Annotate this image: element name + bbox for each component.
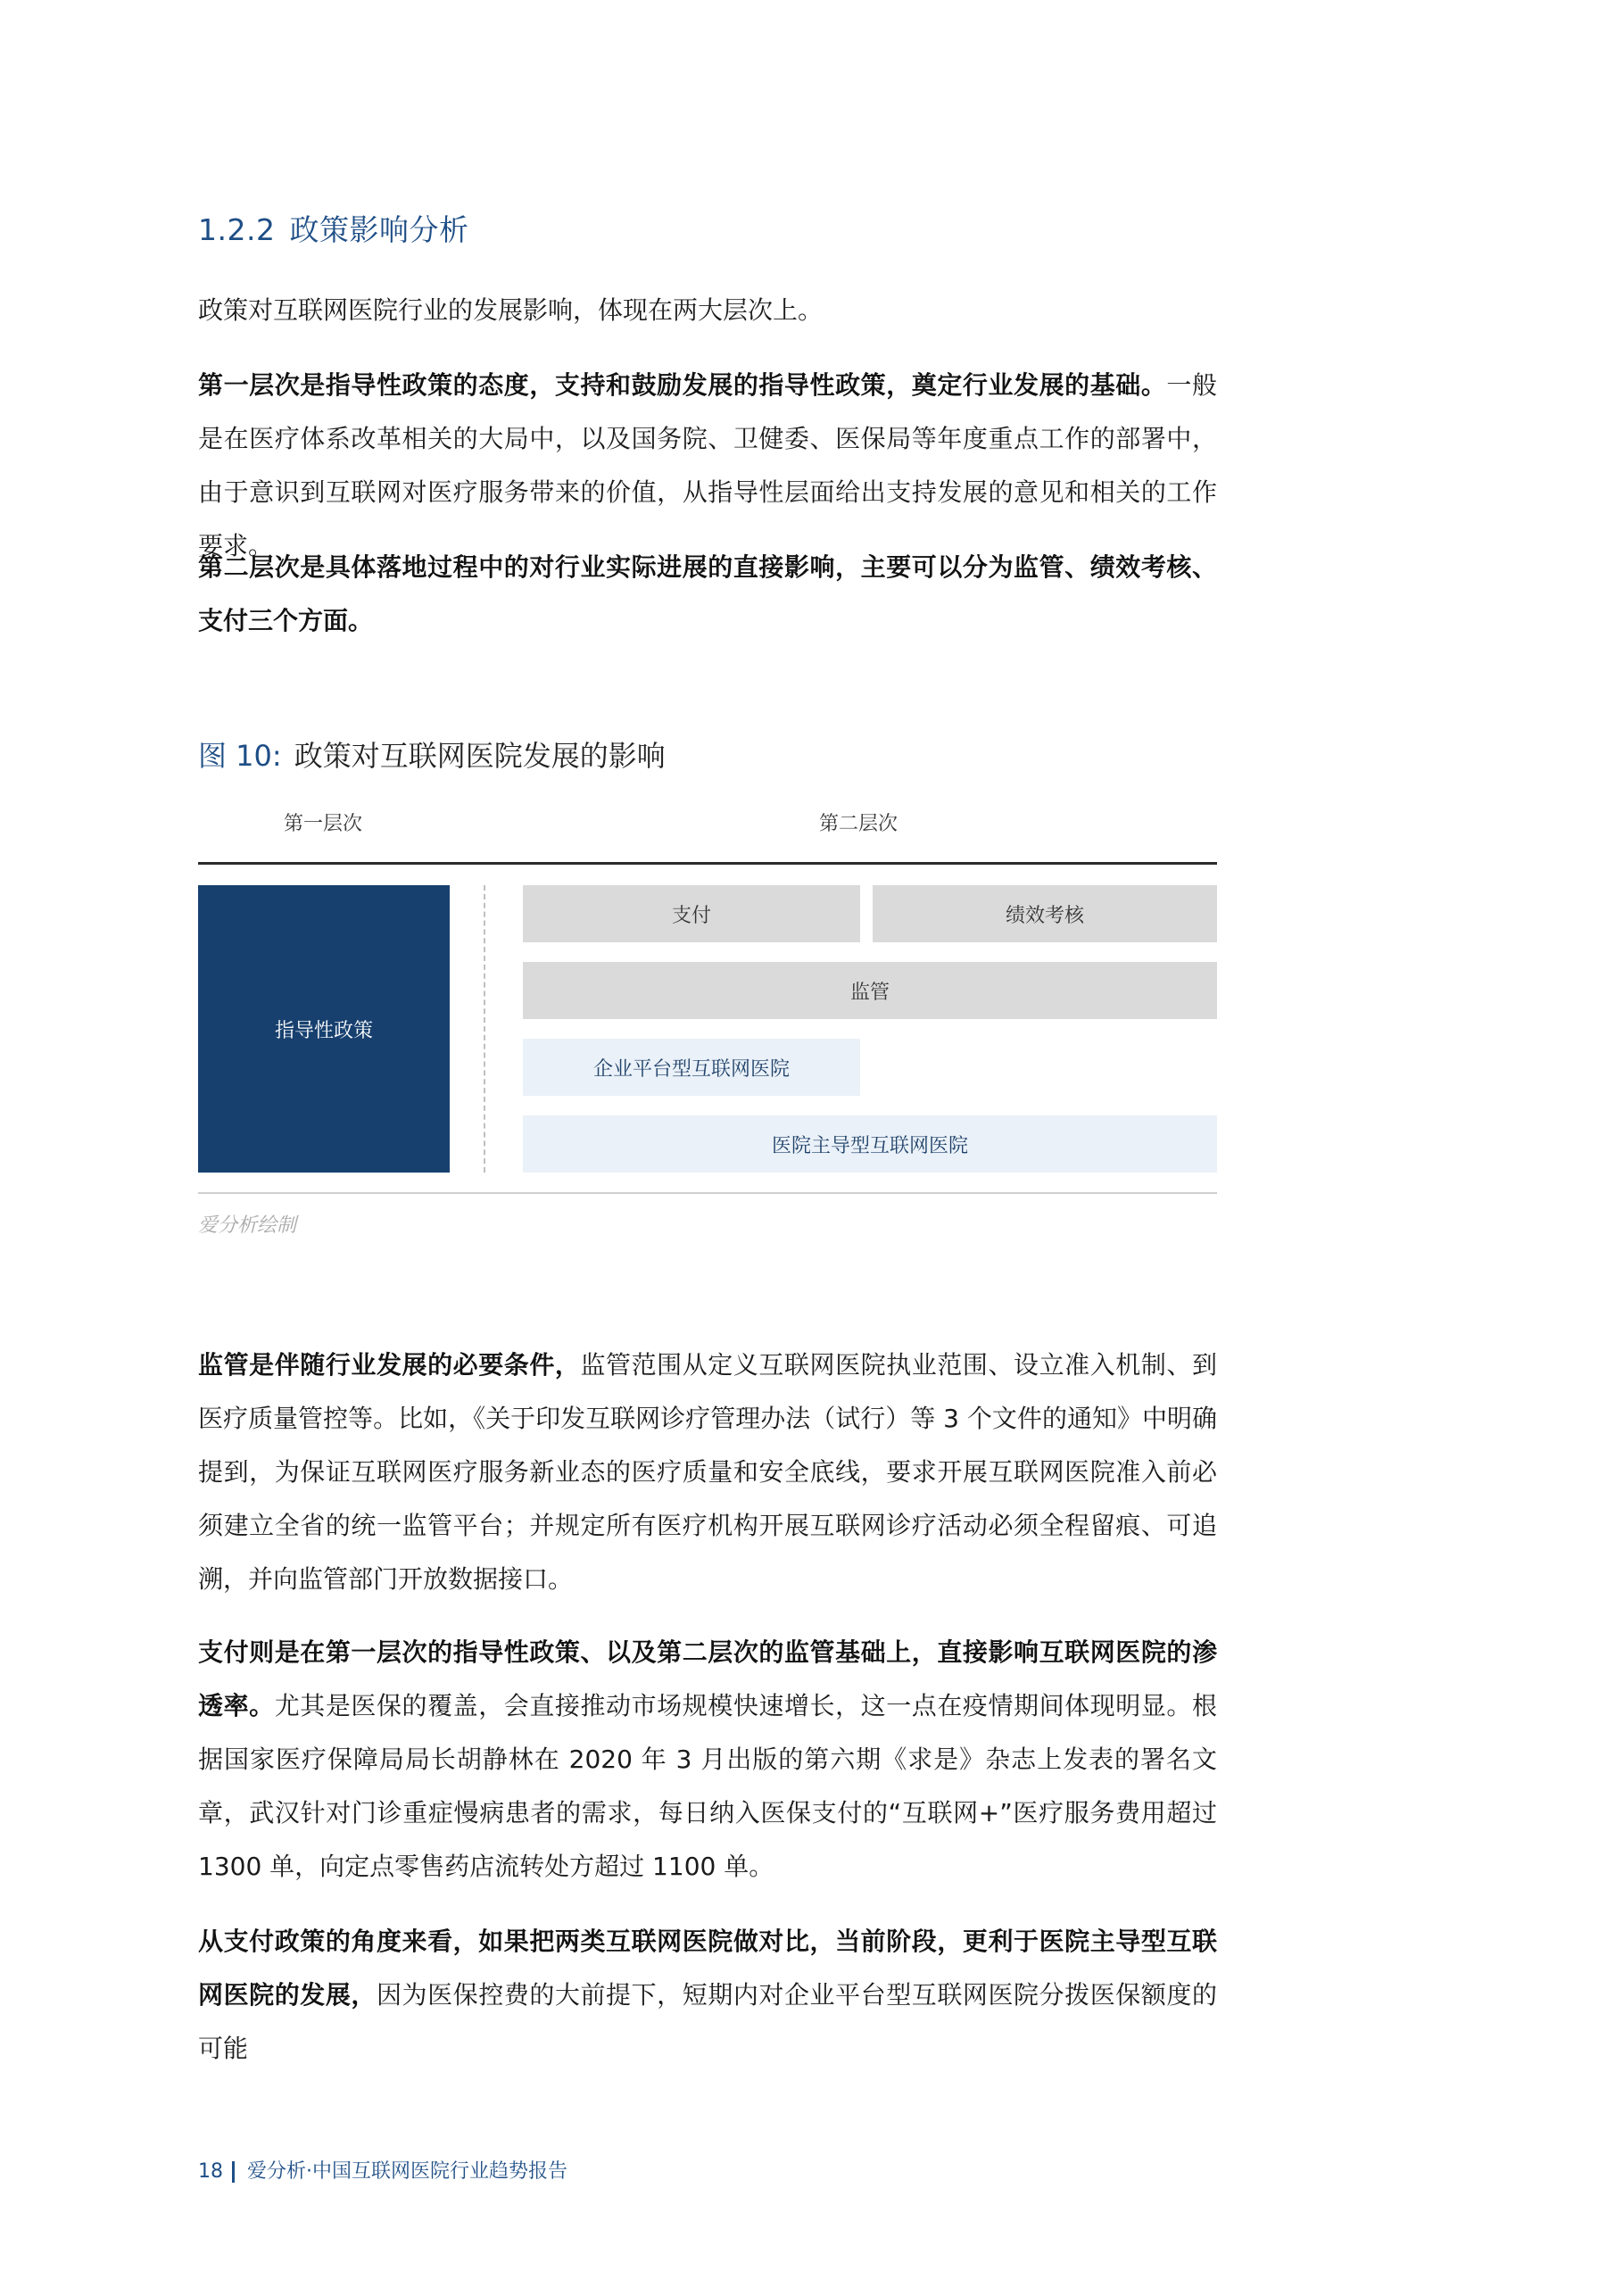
header-rule xyxy=(198,862,1217,865)
section-heading xyxy=(198,207,468,249)
second-layer-header: 第二层次 xyxy=(819,813,898,835)
section-number: 1.2.2 xyxy=(198,212,276,247)
supervision-bold-text: 监管是伴随行业发展的必要条件， xyxy=(198,1350,581,1380)
figure-caption xyxy=(198,734,666,775)
enterprise-platform-box xyxy=(523,1039,860,1096)
supervision-label: 监管 xyxy=(849,981,890,1004)
layer1-text: 一般是在医疗体系改革相关的大局中，以及国务院、卫健委、医保局等年度重点工作的部署中，由于意识到互联网对医疗服务带来的价值，从指导性层面给出支持发展的意见和相关的工作要求。 xyxy=(198,370,1217,560)
intro-text: 政策对互联网医院行业的发展影响，体现在两大层次上。 xyxy=(198,295,824,325)
perspective-bold-text: 从支付政策的角度来看，如果把两类互联网医院做对比，当前阶段，更利于医院主导型互联网医院的发展， xyxy=(198,1927,1217,2010)
footer-separator xyxy=(232,2161,235,2183)
guiding-policy-label: 指导性政策 xyxy=(274,1019,373,1042)
payment-label: 支付 xyxy=(671,904,711,927)
section-title-text: 政策影响分析 xyxy=(289,212,469,247)
enterprise-platform-label: 企业平台型互联网医院 xyxy=(592,1057,790,1081)
performance-label: 绩效考核 xyxy=(1005,904,1084,927)
perspective-text: 因为医保控费的大前提下，短期内对企业平台型互联网医院分拨医保额度的可能 xyxy=(198,1980,1217,2063)
performance-box xyxy=(873,885,1217,942)
payment-paragraph xyxy=(198,1626,1217,1894)
guiding-policy-box xyxy=(198,885,450,1173)
policy-impact-diagram xyxy=(198,794,1217,1205)
payment-text: 尤其是医保的覆盖，会直接推动市场规模快速增长，这一点在疫情期间体现明显。根据国家医疗保障局局长胡静林在 2020 年 3 月出版的第六期《求是》杂志上发表的署名文章，武汉针对门诊重症慢病患者的需求，每日纳入医保支付的“互联网+”医疗服务费用超过 1300 单，向定点零售药店流转处方超过 1100 单。 xyxy=(198,1691,1217,1881)
figure-source: 爱分析绘制 xyxy=(198,1214,297,1237)
layer-divider xyxy=(484,885,485,1173)
supervision-box xyxy=(523,962,1217,1019)
figure-title: 政策对互联网医院发展的影响 xyxy=(294,739,666,773)
figure-number: 图 10: xyxy=(198,739,282,773)
bottom-rule xyxy=(198,1192,1217,1194)
report-name: 爱分析·中国互联网医院行业趋势报告 xyxy=(247,2160,567,2183)
payment-box xyxy=(523,885,860,942)
supervision-paragraph xyxy=(198,1339,1217,1606)
hospital-led-box xyxy=(523,1115,1217,1173)
page-footer xyxy=(198,2156,567,2184)
layer2-bold-text: 第二层次是具体落地过程中的对行业实际进展的直接影响，主要可以分为监管、绩效考核、支付三个方面。 xyxy=(198,552,1217,635)
payment-bold-text: 支付则是在第一层次的指导性政策、以及第二层次的监管基础上，直接影响互联网医院的渗透率。 xyxy=(198,1637,1217,1720)
hospital-led-label: 医院主导型互联网医院 xyxy=(771,1134,968,1157)
layer2-paragraph xyxy=(198,541,1217,648)
perspective-paragraph xyxy=(198,1915,1217,2076)
intro-paragraph xyxy=(198,284,1217,337)
page-number: 18 xyxy=(198,2160,223,2183)
layer1-bold-text: 第一层次是指导性政策的态度，支持和鼓励发展的指导性政策，奠定行业发展的基础。 xyxy=(198,370,1167,400)
supervision-text: 监管范围从定义互联网医院执业范围、设立准入机制、到医疗质量管控等。比如，《关于印发互联网诊疗管理办法（试行）等 3 个文件的通知》中明确提到，为保证互联网医疗服务新业态的医疗质量和安全底线，要求开展互联网医院准入前必须建立全省的统一监管平台；并规定所有医疗机构开展互联网诊疗活动必须全程留痕、可追溯，并向监管部门开放数据接口。 xyxy=(198,1350,1217,1594)
first-layer-header: 第一层次 xyxy=(284,813,363,835)
